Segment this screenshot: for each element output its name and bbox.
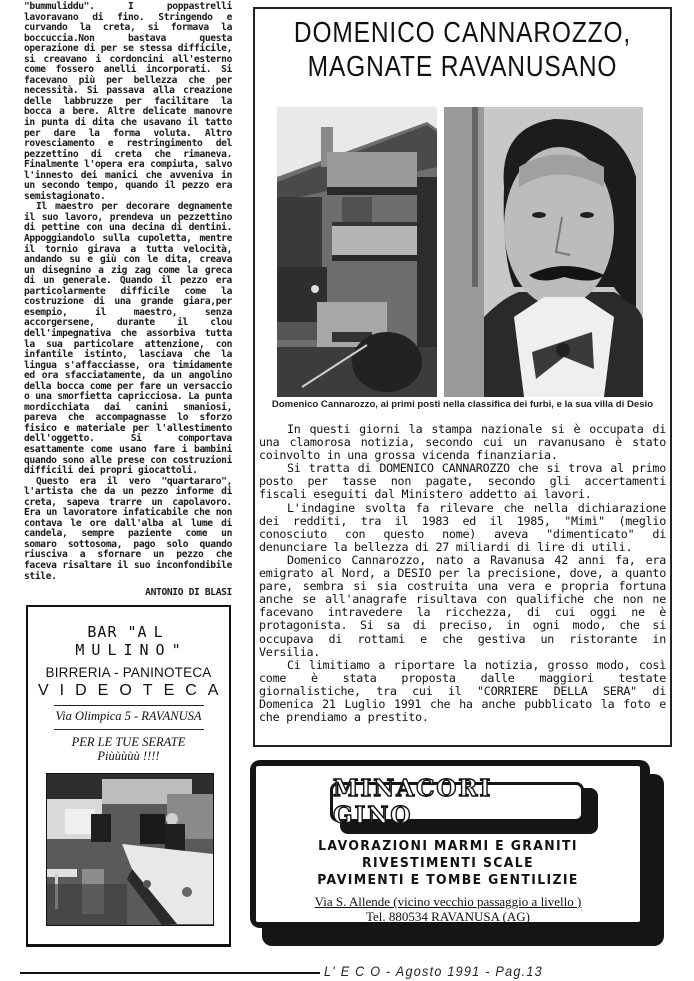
minacori-address [256,894,640,924]
bar-services: BIRRERIA - PANINOTECA [45,665,212,680]
bar-address: Via Olimpica 5 - RAVANUSA [55,709,202,723]
bar-slogan [28,735,229,763]
bar-slogan-line-1: PER LE TUE SERATE [71,735,186,749]
villa-photo [277,107,437,397]
photo-caption: Domenico Cannarozzo, ai primi posti nella classifica dei furbi, e la sua villa di Desio [271,399,654,410]
main-article-paragraph-3: L'indagine svolta fa rilevare che nella dichiarazione dei redditi, tra il 1983 ed il 1985, "Mimì" (meglio conosciuto con questo nome) aveva "dimenticato" di denunciare la bellezza di 27 miliardi di lire di utili. [259,500,666,554]
bar-name-suffix: " [171,641,182,659]
article-author: ANTONIO DI BLASI [145,587,232,599]
service-line-3: PAVIMENTI E TOMBE GENTILIZIE [317,872,579,888]
main-article-box [253,7,672,747]
left-article [24,2,232,599]
bar-slogan-line-2: Piùùùùù !!!! [97,749,160,763]
ad-panel [256,766,640,922]
left-article-paragraph-2: Il maestro per decorare degnamente il suo lavoro, prendeva un pezzettino di pettine con una decina di dentini. Appoggiandolo sulla cupoletta, mentre il tornio girava a tutta velocità, andando su e giù con le dita, creava un disegnino a zig zag come la greca di un generale. Quando il pezzo era particolarmente difficile come la costruzione di una grande giara,per esempio, il maestro, senza accorgersene, durante il clou dell'impegnativa che assorbiva tutta la sua particolare attenzione, con infantile istinto, lasciava che la lingua s'affacciasse, ora timidamente ed ora sfacciatamente, da un angolino della bocca come per fare un versaccio o una smorfietta capricciosa. La punta mordicchiata dai canini smaniosi, pareva che accompagnasse lo sforzo fisico e materiale per l'allestimento dell'oggetto. Si comportava esattamente come usano fare i bambini quando sono alle prese con costruzioni difficili dei propri giocattoli. [24,201,232,477]
service-line-2: RIVESTIMENTI SCALE [362,855,534,871]
article-photos [277,107,643,397]
bar-name-main: AL MULINO [75,623,172,659]
divider [54,705,204,706]
divider [54,729,204,730]
main-article-paragraph-1: In questi giorni la stampa nazionale si è occupata di una clamorosa notizia, secondo cui un ravanusano è stato coinvolto in una grossa vicenda finanziaria. [259,422,666,463]
main-article-body [259,423,666,724]
minacori-street: Via S. Allende (vicino vecchio passaggio a livello ) [314,894,582,909]
minacori-logo: MINACORI GINO [330,782,584,822]
bar-name-prefix: BAR " [87,623,138,641]
main-article-paragraph-4: Domenico Cannarozzo, nato a Ravanusa 42 anni fa, era emigrato al Nord, a DESIO per la precisione, dove, a quanto pare, sembra si sia costruita una vera e propria fortuna anche se all'anagrafe risultava con qualifiche che non ne facevano intravedere la ricchezza, di cui oggi ne è protagonista. Si sa di preciso, in ogni modo, che si occupava di rottami e che gestiva un ristorante in Versilia. [259,552,666,659]
minacori-phone: Tel. 880534 RAVANUSA (AG) [365,909,530,924]
page-footer: L' E C O - Agosto 1991 - Pag.13 [324,963,543,979]
bar-videoteca: VIDEOTECA [38,682,230,699]
bar-interior-photo [46,773,214,926]
minacori-gino-ad [250,758,666,948]
article-title [284,16,641,84]
bar-name [28,623,229,659]
bar-al-mulino-ad [26,605,231,947]
article-title-line-2: MAGNATE RAVANUSANO [307,51,618,83]
article-title-line-1: DOMENICO CANNAROZZO, [293,17,632,49]
main-article-paragraph-5: Ci limitiamo a riportare la notizia, grosso modo, così come è stata proposta dalle maggiori testate giornalistiche, tra cui il "CORRIERE DELLA SERA" di Domenica 21 Luglio 1991 che ha anche pubblicato la foto e che prendiamo a prestito. [259,657,666,725]
left-article-paragraph-1: "bummuliddu". I poppastrelli lavoravano di fino. Stringendo e curvando la creta, si formava la boccuccia.Non bastava questa operazione di per se stessa difficile, si creavano i cordoncini all'esterno come fossero anelli incorporati. Si facevano più per bellezza che per necessità. Si passava alla creazione delle labbruzze per facilitare la bocca a bere. Altre delicate manovre in punta di dita che usavano il tatto per dare la forma voluta. Altro rovesciamento e restringimento del pezzettino di creta che rimaneva. Finalmente l'opera era compiuta, salvo l'innesto dei manici che avveniva in un secondo tempo, quando il pezzo era semistagionato. [24,1,232,202]
service-line-1: LAVORAZIONI MARMI E GRANITI [318,838,578,854]
footer-rule [20,972,320,974]
portrait-photo [444,107,643,397]
minacori-services [271,838,624,889]
main-article-paragraph-2: Si tratta di DOMENICO CANNAROZZO che si trova al primo posto per tasse non pagate, secondo gli accertamenti fiscali eseguiti dal Ministero addetto ai lavori. [259,461,666,502]
left-article-paragraph-3: Questo era il vero "quartararo", l'artista che da un pezzo informe di creta, sapeva trarre un capolavoro. Era un lavoratore infaticabile che non contava le ore dall'alba al lume di candela, sempre paziente come un somaro sottosoma, pago solo quando riusciva a sfornare un pezzo che faceva risaltare il suo inconfondibile stile. [24,475,232,582]
